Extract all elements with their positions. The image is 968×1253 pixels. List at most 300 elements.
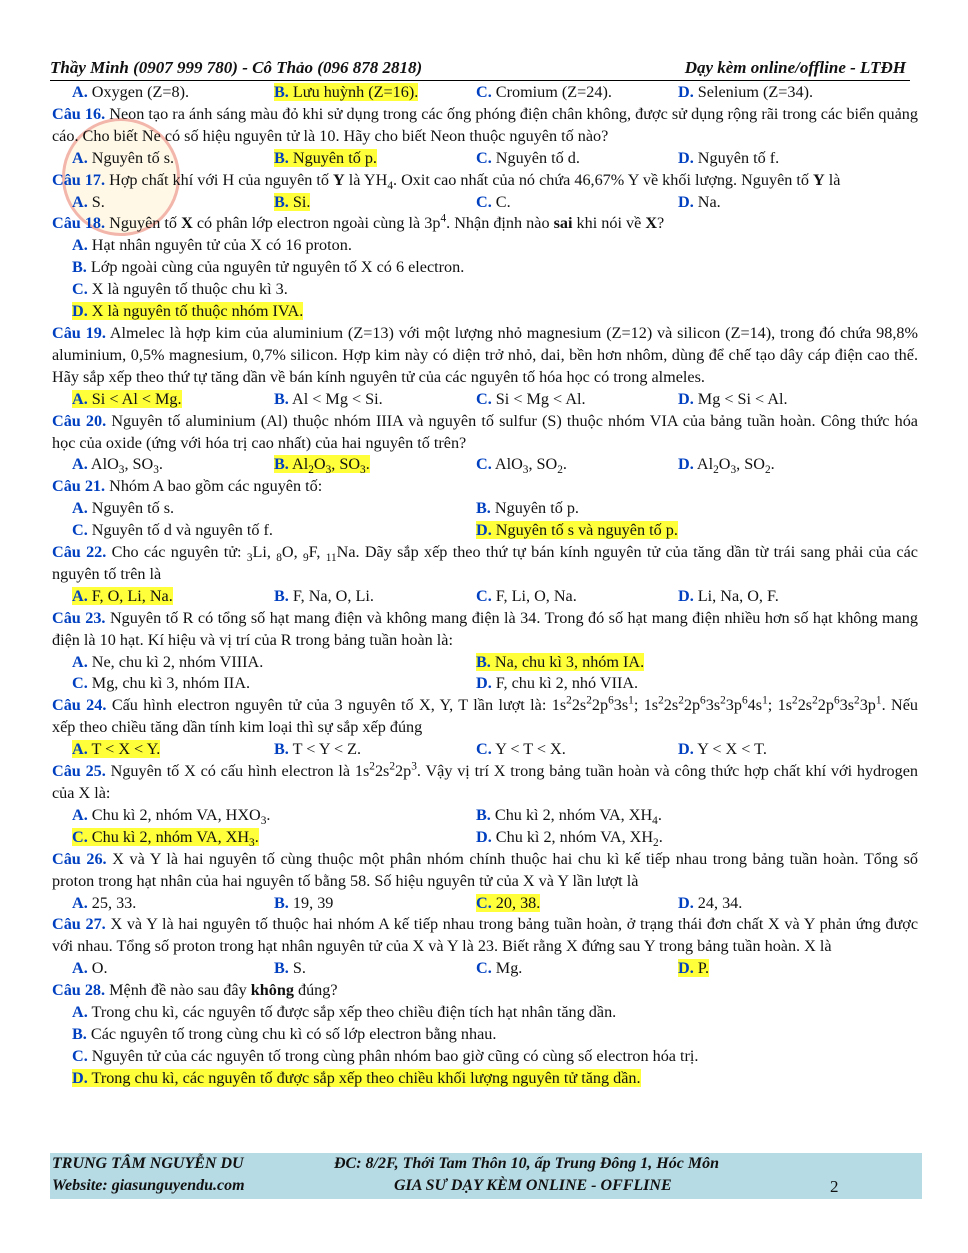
option-letter: C.: [476, 192, 492, 211]
answer-option-content: [476, 674, 638, 692]
answer-option-content: [476, 149, 580, 167]
option-text: T < Y < Z.: [288, 740, 362, 759]
answer-option: [678, 958, 880, 980]
option-text: X là nguyên tố thuộc nhóm IVA.: [87, 302, 304, 321]
answer-option-content: [72, 280, 288, 298]
answer-option-content: [678, 390, 788, 408]
answer-option: [476, 148, 678, 170]
option-text: $Al_2O_3$, $SO_3$.: [288, 455, 370, 477]
answer-option: [72, 192, 274, 214]
option-text: Chu kì 2, nhóm VA, $HXO_3$.: [87, 805, 271, 828]
answer-option-content: [678, 894, 742, 912]
option-letter: A.: [72, 455, 88, 474]
option-text: Cromium (Z=24).: [491, 83, 612, 101]
question-number: Câu 18.: [52, 214, 106, 233]
footer-website: Website: giasunguyendu.com: [52, 1177, 245, 1194]
correct-answer-highlight: [72, 1069, 641, 1087]
question-stem: [52, 980, 918, 1002]
option-letter: A.: [72, 959, 88, 978]
answer-option-content: [72, 894, 136, 912]
option-text: O.: [87, 959, 108, 978]
answer-option: [72, 1068, 918, 1090]
answer-options: [52, 958, 918, 980]
option-letter: A.: [72, 1003, 88, 1022]
question-number: Câu 16.: [52, 104, 106, 123]
option-text: Trong chu kì, các nguyên tố được sắp xếp theo chiều điện tích hạt nhân tăng dần.: [87, 1003, 617, 1022]
option-text: Trong chu kì, các nguyên tố được sắp xếp theo chiều khối lượng nguyên tử tăng dần.: [87, 1068, 641, 1087]
answer-option-content: [72, 521, 273, 539]
answer-option: [678, 739, 880, 761]
answer-option: [274, 389, 476, 411]
question-text: Almelec là hợp kim của aluminium (Z=13) với một lượng nhỏ magnesium (Z=12) và silicon (Z=14), trong đó chứa 98,8% aluminium, 0,5% magnesium, 0,7% silicon. Hợp kim này có diện trở nhỏ, dai, bền hơn nhôm, dùng để chế tạo dây cáp điện cao thế. Hãy sắp xếp theo thứ tự tăng dần về bán kính nguyên tử của các nguyên tố hóa học có trong almeles.: [52, 323, 918, 386]
answer-options: [52, 805, 918, 849]
question-block: [52, 411, 918, 477]
option-letter: B.: [274, 959, 289, 978]
option-text: Ne, chu kì 2, nhóm VIIIA.: [87, 652, 264, 671]
option-letter: C.: [476, 740, 492, 759]
answer-option: [274, 454, 476, 476]
question-block: [52, 82, 918, 104]
answer-option-content: [274, 894, 333, 912]
answer-option-content: [476, 499, 579, 517]
option-letter: B.: [274, 192, 289, 211]
page-footer: [50, 1153, 922, 1199]
answer-option-content: [72, 1047, 698, 1065]
option-text: Si < Mg < Al.: [491, 389, 586, 408]
answer-options: [52, 498, 918, 542]
question-number: Câu 28.: [52, 981, 106, 1000]
answer-option: [72, 301, 918, 323]
correct-answer-highlight: [274, 83, 418, 101]
option-letter: A.: [72, 148, 88, 167]
option-letter: B.: [274, 83, 289, 101]
answer-option: [476, 958, 678, 980]
answer-option: [72, 1046, 918, 1068]
option-letter: C.: [72, 1046, 88, 1065]
answer-option-content: [274, 740, 361, 758]
option-text: Si < Al < Mg.: [87, 389, 182, 408]
question-text: Mệnh đề nào sau đây không đúng?: [109, 981, 338, 1000]
option-letter: C.: [476, 455, 492, 474]
question-number: Câu 24.: [52, 696, 107, 715]
option-text: Mg < Si < Al.: [693, 389, 788, 408]
answer-options: [52, 235, 918, 323]
question-block: [52, 914, 918, 980]
question-text: Nguyên tố X có phân lớp electron ngoài cùng là $3p^4$. Nhận định nào sai khi nói về X?: [109, 213, 665, 233]
answer-options: [52, 192, 918, 214]
answer-option-content: [72, 674, 250, 692]
answer-option-content: [72, 1025, 496, 1043]
option-text: Mg, chu kì 3, nhóm IIA.: [87, 674, 251, 693]
footer-center-name: TRUNG TÂM NGUYỄN DU: [52, 1155, 244, 1172]
question-stem: [52, 761, 918, 805]
option-text: P.: [693, 959, 710, 978]
option-letter: A.: [72, 389, 88, 408]
question-stem: [52, 104, 918, 148]
answer-option-content: [72, 258, 464, 276]
answer-option: [72, 82, 274, 104]
answer-option-content: [72, 455, 163, 477]
question-number: Câu 22.: [52, 543, 107, 562]
correct-answer-highlight: [274, 455, 370, 477]
question-block: [52, 170, 918, 214]
answer-options: [52, 389, 918, 411]
question-text: Nguyên tố X có cấu hình electron là $1s^22s^22p^3$. Vậy vị trí X trong bảng tuần hoàn và công thức hợp chất khí với hydrogen của X là:: [52, 760, 918, 802]
option-text: Lớp ngoài cùng của nguyên tử nguyên tố X có 6 electron.: [86, 258, 465, 277]
answer-option: [476, 389, 678, 411]
option-letter: A.: [72, 499, 88, 518]
option-text: Oxygen (Z=8).: [87, 83, 190, 101]
option-text: Na.: [693, 192, 721, 211]
answer-option: [72, 257, 918, 279]
option-text: Y < X < T.: [693, 740, 767, 759]
answer-option: [274, 893, 476, 915]
option-text: Selenium (Z=34).: [693, 83, 814, 101]
footer-address: ĐC: 8/2F, Thới Tam Thôn 10, ấp Trung Đông 1, Hóc Môn: [334, 1155, 719, 1172]
option-text: Nguyên tố s và nguyên tố p.: [491, 521, 678, 540]
option-letter: A.: [72, 192, 88, 211]
answer-option: [476, 652, 880, 674]
question-stem: [52, 542, 918, 586]
option-text: Nguyên tố d.: [491, 148, 580, 167]
option-text: Nguyên tố f.: [693, 148, 780, 167]
answer-options: [52, 739, 918, 761]
option-letter: B.: [476, 499, 491, 518]
answer-option: [274, 739, 476, 761]
answer-option: [72, 586, 274, 608]
option-text: Si.: [288, 192, 311, 211]
option-letter: A.: [72, 893, 88, 912]
answer-option: [476, 805, 880, 827]
option-text: 25, 33.: [87, 893, 137, 912]
option-letter: D.: [678, 959, 694, 978]
answer-option: [72, 1002, 918, 1024]
answer-option-content: [72, 1003, 616, 1021]
option-letter: B.: [72, 1024, 87, 1043]
answer-option: [72, 893, 274, 915]
option-text: T < X < Y.: [87, 740, 161, 759]
option-letter: D.: [678, 389, 694, 408]
option-letter: A.: [72, 805, 88, 824]
answer-option-content: [678, 149, 779, 167]
answer-option: [72, 520, 476, 542]
answer-option-content: [72, 193, 105, 211]
page-header: [50, 56, 910, 81]
question-list: [52, 82, 918, 1090]
correct-answer-highlight: [72, 587, 173, 605]
answer-option: [476, 893, 678, 915]
question-block: [52, 761, 918, 849]
question-stem: [52, 695, 918, 739]
question-number: Câu 20.: [52, 411, 107, 430]
answer-option: [274, 82, 476, 104]
option-text: F, O, Li, Na.: [87, 586, 173, 605]
correct-answer-highlight: [476, 653, 644, 671]
option-text: Chu kì 2, nhóm VA, $XH_4$.: [490, 805, 662, 828]
question-block: [52, 476, 918, 542]
option-letter: B.: [274, 148, 289, 167]
option-letter: D.: [476, 674, 492, 693]
correct-answer-highlight: [476, 521, 678, 539]
question-stem: [52, 914, 918, 958]
answer-option-content: [476, 959, 522, 977]
option-text: Chu kì 2, nhóm VA, $XH_2$.: [491, 827, 663, 850]
question-stem: [52, 476, 918, 498]
answer-option: [476, 82, 678, 104]
answer-option: [476, 454, 678, 476]
option-letter: D.: [678, 455, 694, 474]
answer-options: [52, 148, 918, 170]
option-letter: A.: [72, 652, 88, 671]
page-number: 2: [830, 1177, 839, 1196]
option-letter: B.: [476, 652, 491, 671]
option-letter: C.: [476, 148, 492, 167]
answer-option-content: [476, 83, 612, 101]
option-letter: C.: [476, 893, 492, 912]
answer-option: [678, 893, 880, 915]
option-text: Chu kì 2, nhóm VA, $XH_3$.: [87, 827, 259, 850]
answer-option: [72, 739, 274, 761]
option-letter: B.: [476, 805, 491, 824]
header-tagline: Dạy kèm online/offline - LTĐH: [684, 58, 906, 77]
answer-option: [72, 454, 274, 476]
option-text: AlO$_3$, $SO_3$.: [87, 455, 163, 477]
question-block: [52, 980, 918, 1090]
answer-option-content: [678, 740, 767, 758]
option-letter: D.: [678, 740, 694, 759]
correct-answer-highlight: [72, 827, 259, 850]
question-text: Cho các nguyên tử: $_3$Li, $_8$O, $_9$F, $_{11}$Na. Dãy sắp xếp theo thứ tự bán kính nguyên tử của tăng dần từ trái sang phải của các nguyên tố trên là: [52, 543, 918, 583]
answer-option-content: [274, 587, 374, 605]
answer-option: [678, 389, 880, 411]
question-text: Cấu hình electron nguyên tử của 3 nguyên tố X, Y, T lần lượt là: $1s^22s^22p^63s^1$; $1s^22s^22p^63s^23p^64s^1$; $1s^22s^22p^63s^23p^1$. Nếu xếp theo chiều tăng dần tính kim loại thì sự sắp xếp đúng: [52, 694, 918, 737]
option-text: Na, chu kì 3, nhóm IA.: [490, 652, 645, 671]
question-text: Nguyên tố aluminium (Al) thuộc nhóm IIIA và nguyên tố sulfur (S) thuộc nhóm VIA của bảng tuần hoàn. Công thức hóa học của oxide (ứng với hóa trị cao nhất) của hai nguyên tố trên?: [52, 411, 918, 452]
answer-option: [274, 192, 476, 214]
option-letter: C.: [72, 280, 88, 299]
answer-option: [72, 805, 476, 827]
answer-option-content: [274, 959, 306, 977]
option-text: Al < Mg < Si.: [288, 389, 383, 408]
header-teachers: Thầy Minh (0907 999 780) - Cô Thảo (096 878 2818): [50, 58, 423, 77]
answer-option: [476, 673, 880, 695]
answer-option: [678, 148, 880, 170]
option-letter: B.: [274, 455, 289, 474]
footer-slogan: GIA SƯ DẠY KÈM ONLINE - OFFLINE: [394, 1177, 672, 1194]
answer-options: [52, 652, 918, 696]
option-letter: D.: [72, 302, 88, 321]
answer-option-content: [476, 827, 663, 850]
answer-option-content: [678, 587, 779, 605]
answer-option: [476, 192, 678, 214]
option-letter: C.: [72, 674, 88, 693]
question-stem: [52, 608, 918, 652]
option-text: Li, Na, O, F.: [693, 586, 779, 605]
answer-option: [72, 827, 476, 849]
answer-option: [274, 586, 476, 608]
answer-option-content: [72, 805, 271, 828]
answer-option: [72, 958, 274, 980]
option-text: X là nguyên tố thuộc chu kì 3.: [87, 280, 288, 299]
option-letter: C.: [476, 83, 492, 101]
answer-option-content: [678, 83, 813, 101]
option-text: AlO$_3$, $SO_2$.: [491, 455, 567, 477]
answer-option: [274, 148, 476, 170]
option-letter: C.: [476, 586, 492, 605]
option-text: 19, 39: [288, 893, 334, 912]
question-block: [52, 849, 918, 915]
answer-option-content: [72, 149, 174, 167]
answer-option: [678, 454, 880, 476]
question-block: [52, 104, 918, 170]
option-letter: D.: [72, 1068, 88, 1087]
correct-answer-highlight: [274, 193, 310, 211]
option-letter: D.: [678, 83, 694, 101]
answer-option-content: [476, 740, 566, 758]
answer-option: [72, 279, 918, 301]
option-text: Nguyên tố s.: [87, 499, 175, 518]
question-text: Nguyên tố R có tổng số hạt mang điện và không mang điện là 34. Trong đó số hạt mang điện nhiều hơn số hạt không mang điện là 10 hạt. Kí hiệu và vị trí của R trong bảng tuần hoàn là:: [52, 608, 918, 649]
option-letter: C.: [72, 521, 88, 540]
answer-options: [52, 586, 918, 608]
answer-option: [678, 192, 880, 214]
correct-answer-highlight: [72, 302, 303, 320]
option-letter: A.: [72, 586, 88, 605]
answer-option-content: [678, 193, 721, 211]
option-text: S.: [288, 959, 306, 978]
question-number: Câu 19.: [52, 323, 106, 342]
option-text: 20, 38.: [491, 893, 541, 912]
option-text: F, Li, O, Na.: [491, 586, 577, 605]
question-number: Câu 23.: [52, 608, 106, 627]
option-text: Nguyên tố p.: [288, 148, 377, 167]
question-text: X và Y là hai nguyên tố cùng thuộc một phân nhóm chính thuộc hai chu kì kế tiếp nhau trong bảng tuần hoàn. Tổng số proton trong hạt nhân của hai nguyên tố bằng 58. Số hiệu nguyên tử của X và Y lần lượt là: [52, 849, 918, 890]
answer-option: [476, 739, 678, 761]
question-block: [52, 213, 918, 323]
option-letter: D.: [678, 586, 694, 605]
answer-option: [72, 673, 476, 695]
answer-option: [678, 586, 880, 608]
correct-answer-highlight: [72, 740, 160, 758]
question-stem: [52, 323, 918, 389]
answer-option: [476, 827, 880, 849]
answer-option: [72, 498, 476, 520]
answer-option-content: [476, 390, 586, 408]
option-letter: D.: [476, 521, 492, 540]
question-number: Câu 25.: [52, 762, 106, 781]
option-text: S.: [87, 192, 105, 211]
answer-option-content: [72, 959, 108, 977]
answer-option: [476, 520, 880, 542]
option-letter: A.: [72, 83, 88, 101]
answer-option: [476, 498, 880, 520]
option-text: Nguyên tố p.: [490, 499, 579, 518]
question-stem: [52, 849, 918, 893]
option-letter: D.: [678, 893, 694, 912]
option-text: Y < T < X.: [491, 740, 566, 759]
correct-answer-highlight: [678, 959, 709, 977]
answer-option-content: [72, 499, 174, 517]
option-letter: C.: [476, 389, 492, 408]
answer-option-content: [476, 455, 567, 477]
option-letter: C.: [476, 959, 492, 978]
answer-option: [678, 82, 880, 104]
option-letter: D.: [678, 148, 694, 167]
question-number: Câu 26.: [52, 849, 107, 868]
option-letter: A.: [72, 236, 88, 255]
option-text: Mg.: [491, 959, 523, 978]
answer-options: [52, 893, 918, 915]
answer-option-content: [678, 455, 775, 477]
option-text: Nguyên tố d và nguyên tố f.: [87, 521, 273, 540]
option-letter: B.: [274, 389, 289, 408]
answer-option-content: [476, 805, 662, 828]
option-letter: D.: [476, 827, 492, 846]
answer-options: [52, 454, 918, 476]
question-block: [52, 323, 918, 411]
answer-option: [72, 148, 274, 170]
option-text: F, chu kì 2, nhó VIIA.: [491, 674, 639, 693]
question-stem: [52, 213, 918, 235]
option-text: F, Na, O, Li.: [288, 586, 374, 605]
answer-option: [72, 235, 918, 257]
question-stem: [52, 411, 918, 455]
question-block: [52, 695, 918, 761]
option-letter: A.: [72, 740, 88, 759]
option-letter: D.: [678, 192, 694, 211]
answer-option-content: [72, 83, 189, 101]
option-text: Lưu huỳnh (Z=16).: [288, 83, 419, 101]
option-letter: B.: [274, 893, 289, 912]
correct-answer-highlight: [476, 894, 540, 912]
correct-answer-highlight: [72, 390, 182, 408]
question-text: Hợp chất khí với H của nguyên tố Y là $YH_4$. Oxit cao nhất của nó chứa 46,67% Y về khối lượng. Nguyên tố Y là: [109, 170, 841, 192]
question-number: Câu 17.: [52, 170, 106, 189]
answer-options: [52, 1002, 918, 1090]
answer-option-content: [476, 193, 511, 211]
answer-option: [72, 652, 476, 674]
answer-option-content: [274, 390, 383, 408]
question-block: [52, 608, 918, 696]
option-letter: B.: [274, 586, 289, 605]
answer-option: [274, 958, 476, 980]
answer-option: [72, 1024, 918, 1046]
option-text: Nguyên tố s.: [87, 148, 175, 167]
answer-option: [72, 389, 274, 411]
option-text: Nguyên tử của các nguyên tố trong cùng phân nhóm bao giờ cũng có cùng số electron hóa trị.: [87, 1046, 699, 1065]
question-text: Nhóm A bao gồm các nguyên tố:: [109, 477, 323, 496]
option-text: Hạt nhân nguyên tử của X có 16 proton.: [87, 236, 352, 255]
question-block: [52, 542, 918, 608]
answer-option: [476, 586, 678, 608]
question-stem: [52, 170, 918, 192]
option-text: Các nguyên tố trong cùng chu kì có số lớp electron bằng nhau.: [86, 1024, 497, 1043]
answer-option-content: [72, 653, 263, 671]
option-letter: C.: [72, 827, 88, 846]
option-text: 24, 34.: [693, 893, 743, 912]
correct-answer-highlight: [274, 149, 377, 167]
answer-option-content: [476, 587, 577, 605]
option-letter: B.: [72, 258, 87, 277]
option-text: C.: [491, 192, 511, 211]
answer-option-content: [72, 236, 352, 254]
question-number: Câu 27.: [52, 915, 106, 934]
answer-options: [52, 82, 918, 104]
question-text: X và Y là hai nguyên tố thuộc hai nhóm A kế tiếp nhau trong bảng tuần hoàn, ở trạng thái đơn chất X và Y phản ứng được với nhau. Tổng số proton trong hạt nhân nguyên tử của X và Y là 23. Biết rằng X đứng sau Y trong bảng tuần hoàn. X là: [52, 915, 919, 956]
question-text: Neon tạo ra ánh sáng màu đỏ khi sử dụng trong các ống phóng điện chân không, được sử dụng rộng rãi trong các biển quảng cáo. Cho biết Ne có số hiệu nguyên tử là 10. Hãy cho biết Neon thuộc nguyên tố nào?: [52, 104, 918, 145]
option-text: $Al_2O_3$, $SO_2$.: [693, 455, 775, 477]
option-letter: B.: [274, 740, 289, 759]
